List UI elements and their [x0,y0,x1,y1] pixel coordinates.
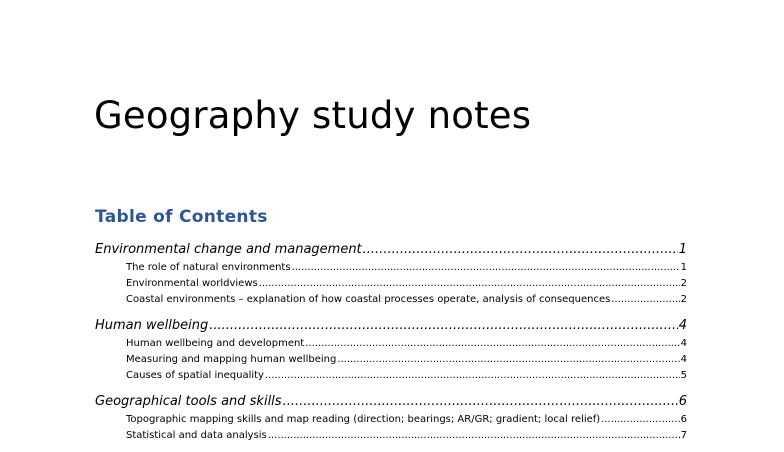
toc-subentry[interactable] [95,260,687,276]
toc-subentry[interactable] [95,276,687,292]
toc-entry-label: Coastal environments – explanation of how coastal processes operate, analysis of consequences [126,294,611,305]
toc-entry-environmental-change[interactable] [95,240,687,260]
toc-page-number: 5 [680,370,687,381]
toc-subentry[interactable] [95,292,687,308]
toc-entry-human-wellbeing[interactable] [95,316,687,336]
toc-page-number: 4 [680,354,687,365]
dot-leader [337,352,679,368]
toc-entry-label: Human wellbeing [95,318,209,333]
toc-page-number: 2 [680,294,687,305]
toc-section [95,240,687,308]
toc-subentry[interactable] [95,368,687,384]
dot-leader [209,316,677,336]
toc-entry-label: Statistical and data analysis [126,430,267,441]
toc-page-number: 4 [680,338,687,349]
toc-entry-label: The role of natural environments [126,262,291,273]
dot-leader [611,292,679,308]
dot-leader [268,428,680,444]
dot-leader [259,276,680,292]
toc-page-number: 6 [680,414,687,425]
toc-section [95,316,687,384]
toc-page-number: 6 [678,394,687,409]
toc-page-number: 2 [680,278,687,289]
dot-leader [305,336,679,352]
dot-leader [601,412,679,428]
dot-leader [283,392,678,412]
toc-section [95,392,687,444]
toc-entry-label: Human wellbeing and development [126,338,305,349]
toc-page-number: 7 [680,430,687,441]
toc-entry-label: Measuring and mapping human wellbeing [126,354,337,365]
toc-heading: Table of Contents [95,207,268,227]
toc-entry-label: Environmental worldviews [126,278,258,289]
toc-entry-geographical-tools[interactable] [95,392,687,412]
table-of-contents [95,240,687,452]
toc-subentry[interactable] [95,352,687,368]
toc-subentry[interactable] [95,428,687,444]
toc-entry-label: Environmental change and management [95,242,362,257]
toc-entry-label: Geographical tools and skills [95,394,282,409]
dot-leader [363,240,678,260]
dot-leader [265,368,680,384]
toc-page-number: 4 [678,318,687,333]
toc-subentry[interactable] [95,412,687,428]
toc-page-number: 1 [678,242,687,257]
document-title: Geography study notes [94,94,532,137]
toc-entry-label: Causes of spatial inequality [126,370,264,381]
dot-leader [292,260,680,276]
toc-page-number: 1 [680,262,687,273]
toc-subentry[interactable] [95,336,687,352]
toc-entry-label: Topographic mapping skills and map reading (direction; bearings; AR/GR; gradient; local relief) [126,414,601,425]
